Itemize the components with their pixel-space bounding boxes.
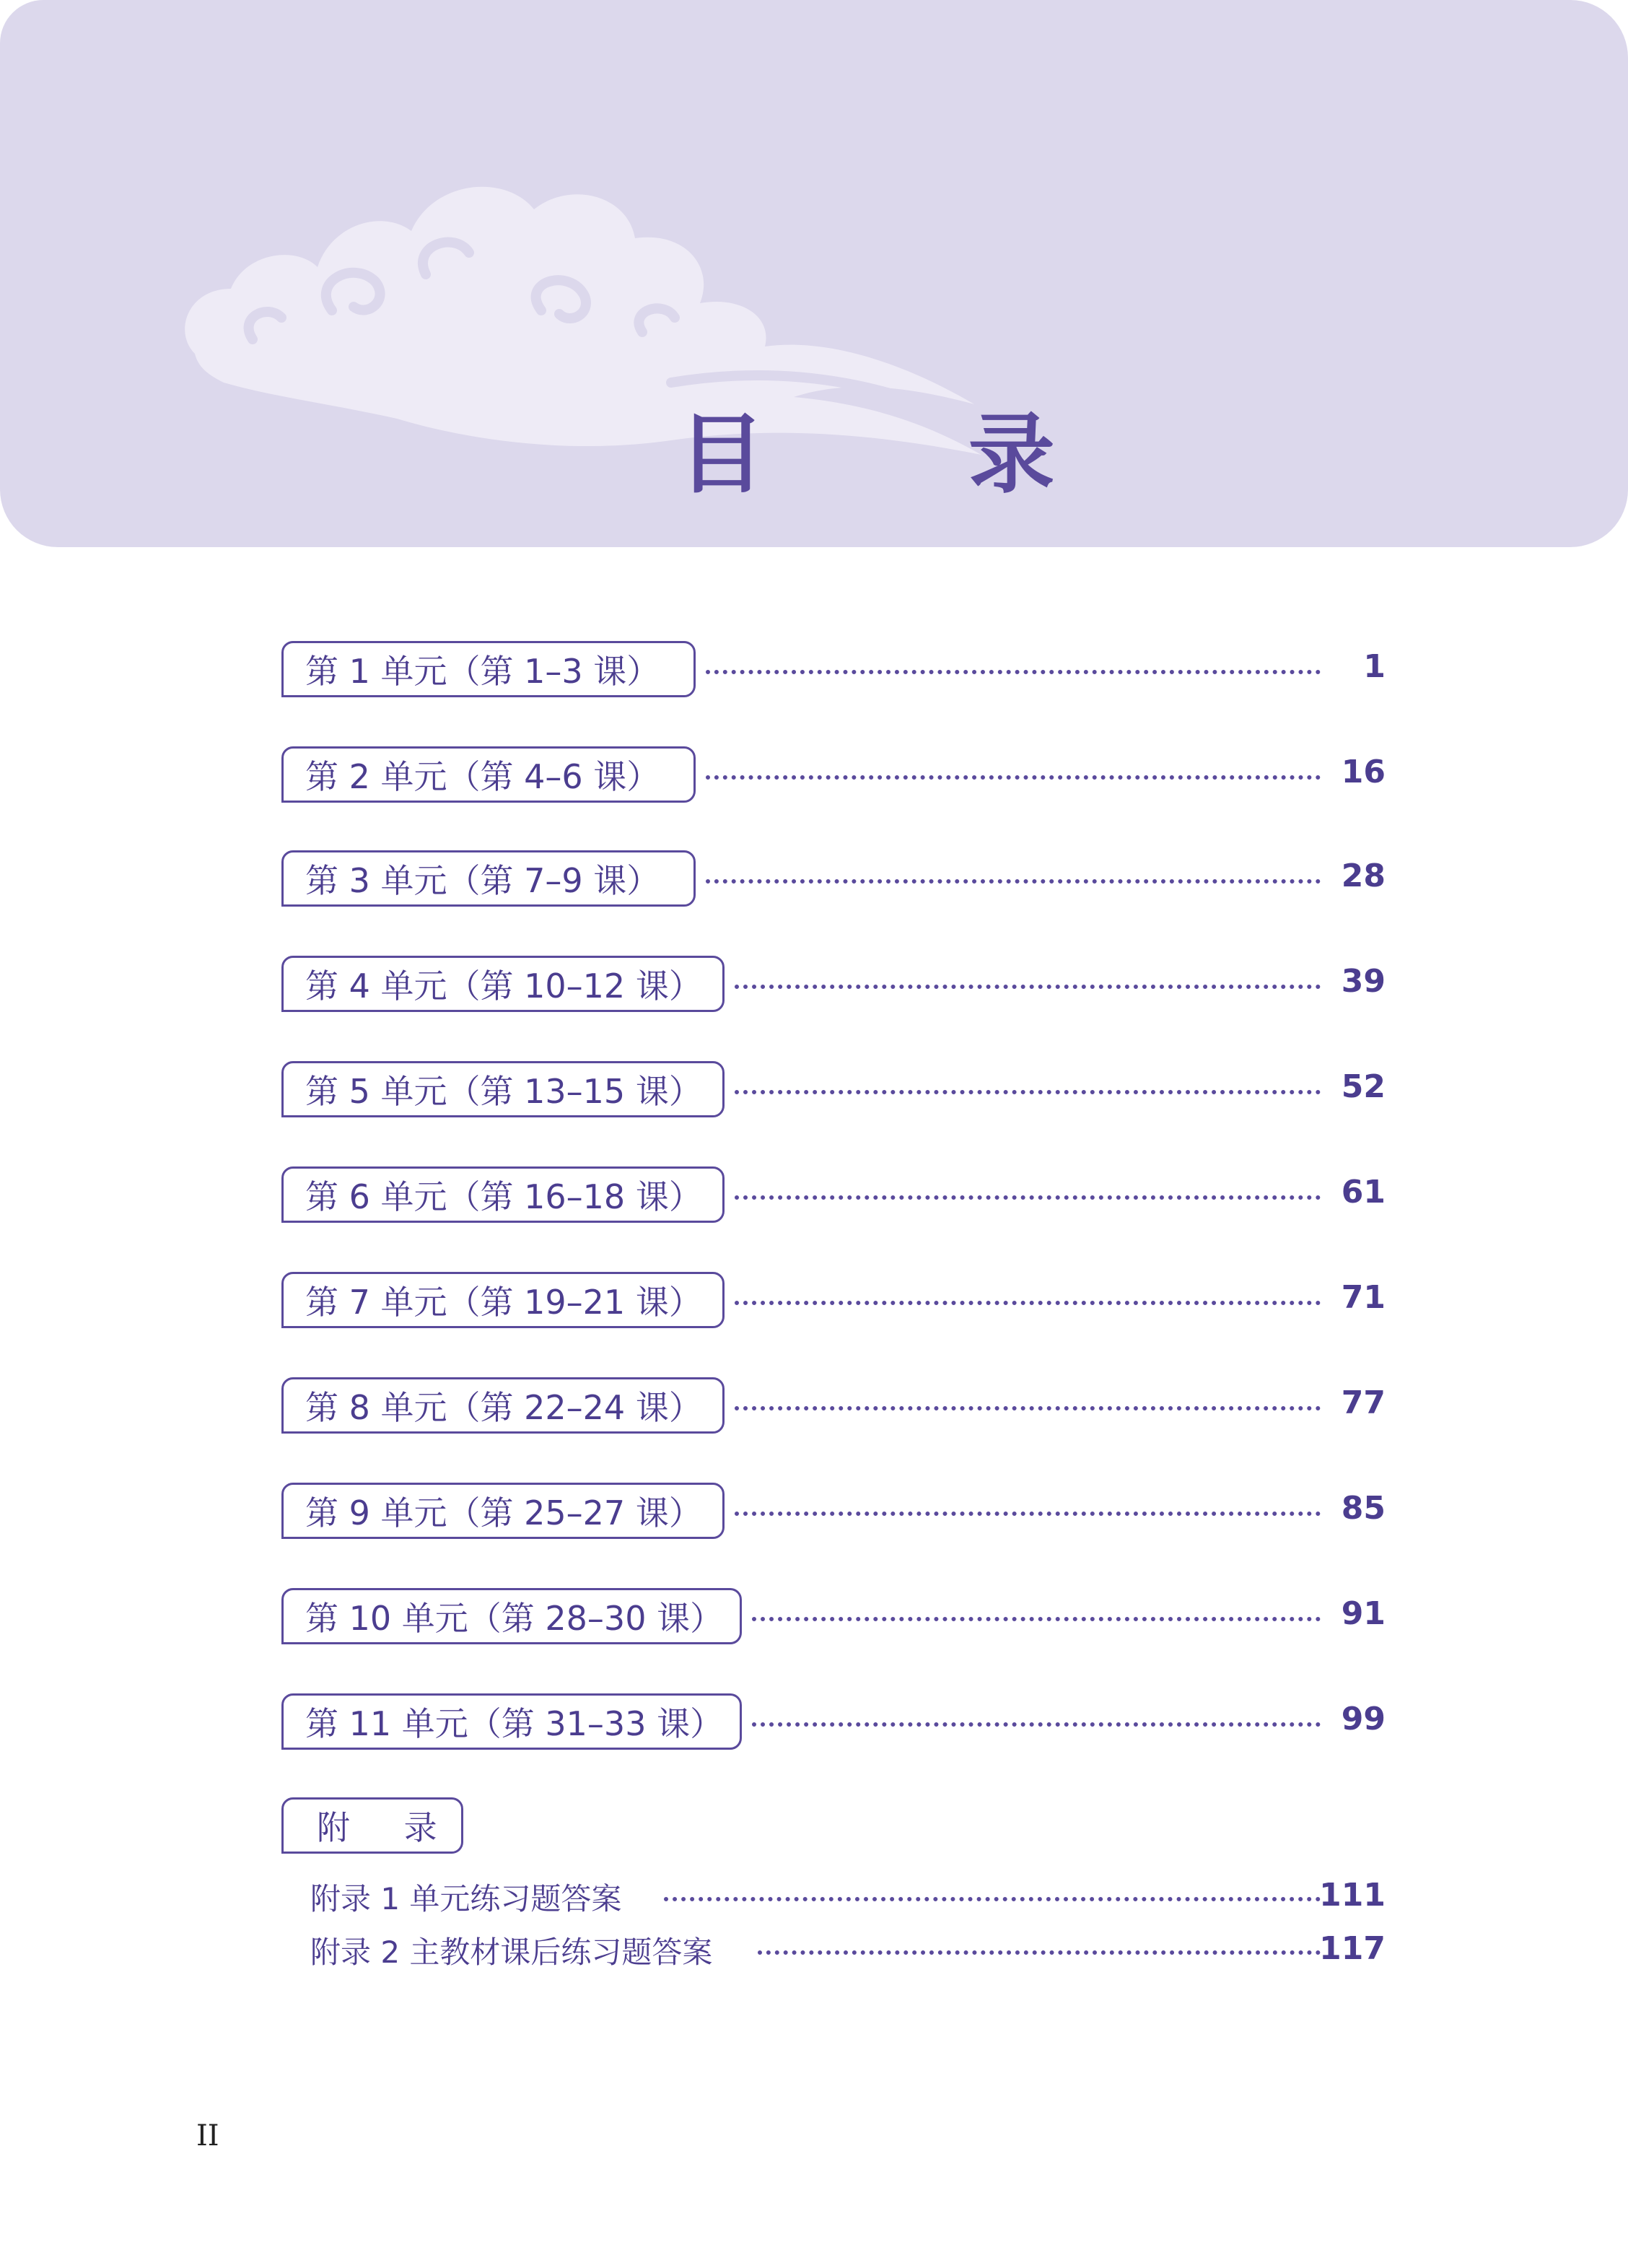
page-number: 52 bbox=[1341, 1068, 1386, 1105]
toc-entry[interactable] bbox=[281, 1588, 1393, 1647]
unit-label: 第 2 单元（第 4–6 课） bbox=[281, 746, 696, 803]
dot-leader bbox=[735, 1406, 1321, 1410]
page-number: 77 bbox=[1341, 1384, 1386, 1421]
unit-label: 第 4 单元（第 10–12 课） bbox=[281, 956, 725, 1012]
page-number: 91 bbox=[1341, 1595, 1386, 1632]
unit-label: 第 7 单元（第 19–21 课） bbox=[281, 1272, 725, 1328]
dot-leader bbox=[735, 985, 1321, 989]
unit-label: 第 10 单元（第 28–30 课） bbox=[281, 1588, 742, 1644]
unit-label: 第 6 单元（第 16–18 课） bbox=[281, 1166, 725, 1223]
toc-entry[interactable] bbox=[281, 746, 1393, 806]
page-number: 16 bbox=[1341, 754, 1386, 790]
appendix-entry[interactable] bbox=[310, 1875, 1393, 1919]
page-number: 99 bbox=[1341, 1701, 1386, 1737]
appendix-label: 附录 1 单元练习题答案 bbox=[310, 1881, 622, 1916]
appendix-heading: 附 录 bbox=[281, 1797, 463, 1854]
dot-leader bbox=[706, 670, 1321, 674]
toc-entry[interactable] bbox=[281, 1272, 1393, 1331]
toc-entry[interactable] bbox=[281, 956, 1393, 1015]
page-number: 39 bbox=[1341, 963, 1386, 1000]
dot-leader bbox=[706, 879, 1321, 884]
unit-label: 第 9 单元（第 25–27 课） bbox=[281, 1483, 725, 1539]
page-number: 111 bbox=[1319, 1877, 1386, 1914]
dot-leader bbox=[758, 1950, 1321, 1955]
unit-label: 第 8 单元（第 22–24 课） bbox=[281, 1377, 725, 1434]
toc-entry[interactable] bbox=[281, 850, 1393, 910]
unit-label: 第 3 单元（第 7–9 课） bbox=[281, 850, 696, 907]
dot-leader bbox=[752, 1617, 1321, 1621]
toc-entry[interactable] bbox=[281, 1166, 1393, 1226]
unit-label: 第 11 单元（第 31–33 课） bbox=[281, 1693, 742, 1750]
toc-entry[interactable] bbox=[281, 1061, 1393, 1120]
toc-entry[interactable] bbox=[281, 1377, 1393, 1436]
page-title: 目 录 bbox=[678, 404, 1142, 505]
unit-label: 第 1 单元（第 1–3 课） bbox=[281, 641, 696, 697]
page-number: 71 bbox=[1341, 1279, 1386, 1316]
page-number: 61 bbox=[1341, 1174, 1386, 1211]
dot-leader bbox=[706, 775, 1321, 780]
toc-entry[interactable] bbox=[281, 641, 1393, 700]
dot-leader bbox=[735, 1512, 1321, 1516]
page-number: 85 bbox=[1341, 1490, 1386, 1527]
dot-leader bbox=[752, 1722, 1321, 1727]
unit-label: 第 5 单元（第 13–15 课） bbox=[281, 1061, 725, 1117]
toc-entry[interactable] bbox=[281, 1693, 1393, 1753]
page-folio: II bbox=[196, 2119, 219, 2153]
dot-leader bbox=[735, 1195, 1321, 1200]
page-number: 1 bbox=[1363, 648, 1386, 685]
dot-leader bbox=[664, 1897, 1321, 1901]
appendix-label: 附录 2 主教材课后练习题答案 bbox=[310, 1935, 713, 1970]
page-number: 117 bbox=[1319, 1930, 1386, 1967]
dot-leader bbox=[735, 1301, 1321, 1305]
appendix-entry[interactable] bbox=[310, 1929, 1393, 1972]
page-number: 28 bbox=[1341, 858, 1386, 894]
dot-leader bbox=[735, 1090, 1321, 1094]
toc-entry[interactable] bbox=[281, 1483, 1393, 1542]
